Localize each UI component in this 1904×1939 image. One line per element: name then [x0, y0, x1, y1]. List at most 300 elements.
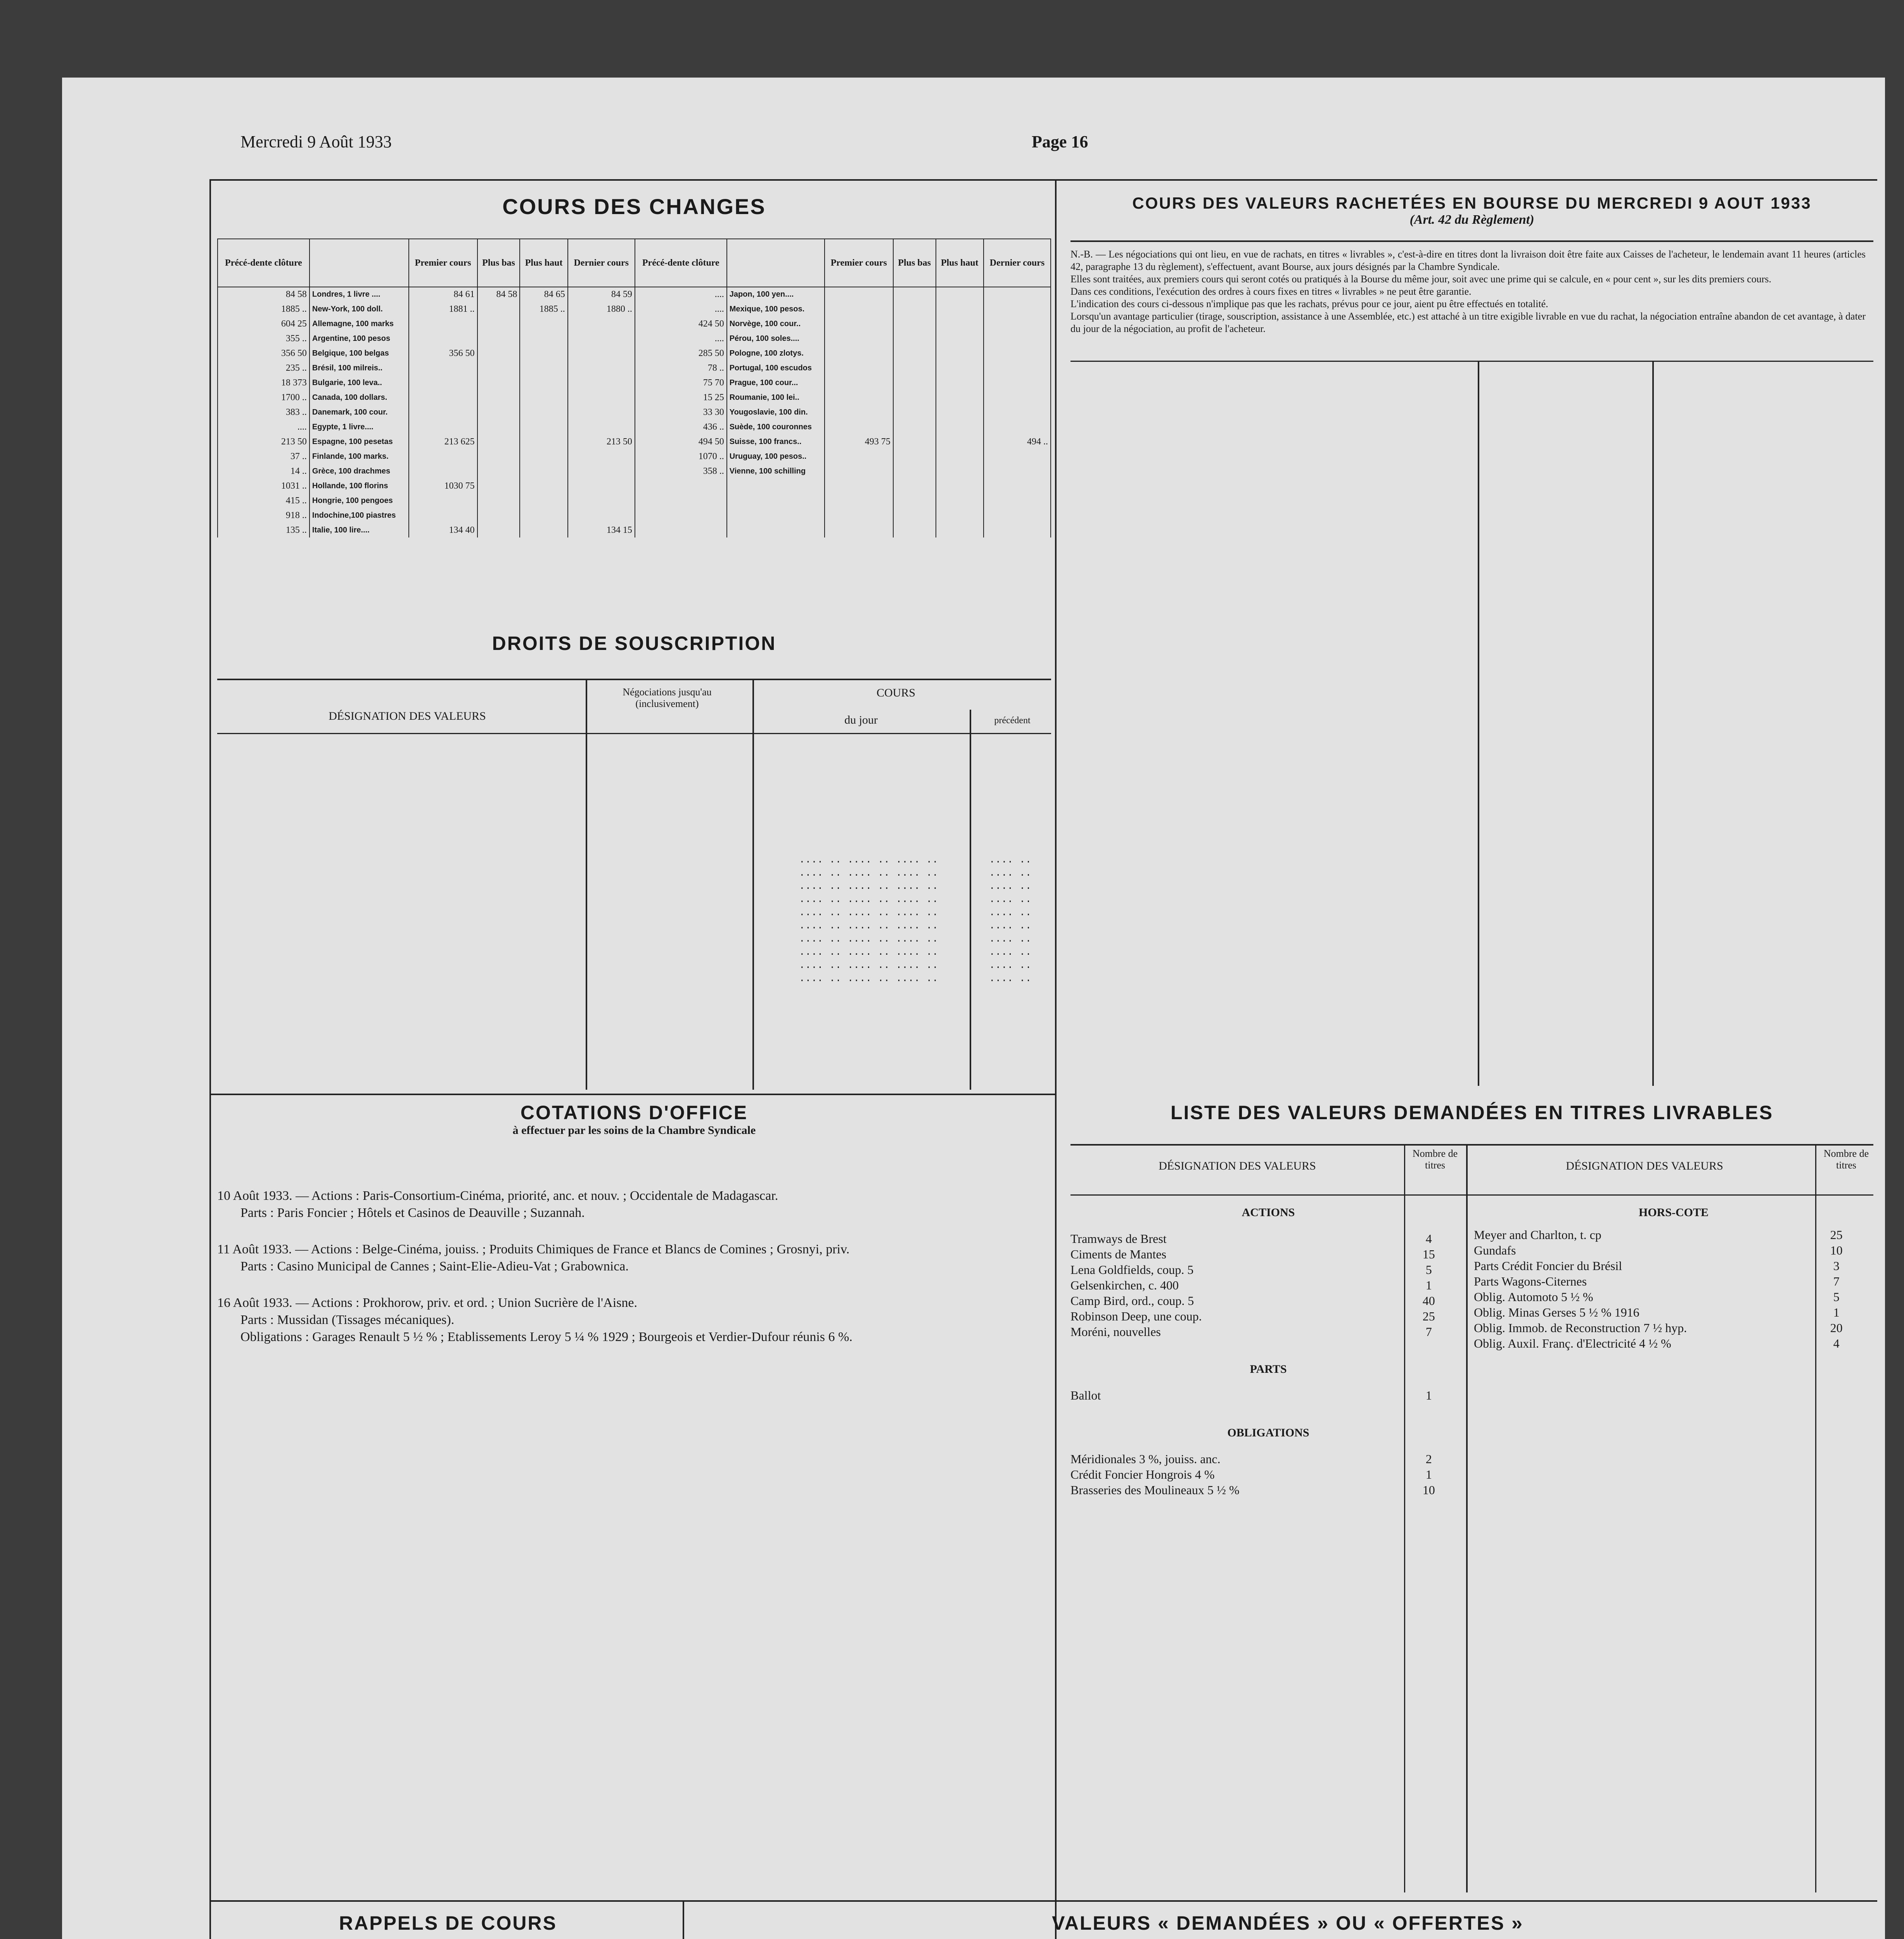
- parts-label: PARTS: [1250, 1363, 1287, 1376]
- livrables-horscote-list: [1474, 1227, 1873, 1351]
- currency-name: Allemagne, 100 marks: [310, 316, 409, 331]
- rappels-section: [217, 1912, 679, 1939]
- value-name: Oblig. Automoto 5 ½ %: [1474, 1290, 1593, 1304]
- changes-col-header: Plus haut: [936, 239, 984, 287]
- obligations-label: OBLIGATIONS: [1227, 1426, 1309, 1439]
- currency-rate: 15 25: [635, 390, 727, 405]
- currency-rate: [825, 523, 893, 537]
- list-row: [1070, 1246, 1466, 1262]
- currency-rate: [893, 464, 936, 479]
- currency-rate: [825, 420, 893, 434]
- currency-rate: 383 ..: [218, 405, 310, 420]
- currency-rate: [568, 479, 635, 493]
- currency-rate: [893, 390, 936, 405]
- currency-rate: 134 15: [568, 523, 635, 537]
- currency-rate: [984, 331, 1051, 346]
- currency-name: Bulgarie, 100 leva..: [310, 375, 409, 390]
- currency-rate: [568, 361, 635, 375]
- currency-rate: 1070 ..: [635, 449, 727, 464]
- currency-rate: [936, 287, 984, 302]
- changes-row: [218, 390, 1051, 405]
- currency-rate: [825, 464, 893, 479]
- value-figure: 10: [1422, 1483, 1435, 1497]
- currency-rate: [984, 375, 1051, 390]
- divider-rule-1: [209, 1094, 1055, 1095]
- currency-rate: [635, 479, 727, 493]
- currency-name: Italie, 100 lire....: [310, 523, 409, 537]
- office-section: [217, 1101, 1051, 1365]
- value-name: Crédit Foncier Hongrois 4 %: [1070, 1467, 1215, 1481]
- currency-rate: [477, 508, 520, 523]
- currency-rate: [520, 493, 567, 508]
- running-header-page: Page 16: [1032, 132, 1088, 151]
- value-figure: 10: [1830, 1243, 1843, 1257]
- changes-row: [218, 316, 1051, 331]
- currency-rate: [825, 479, 893, 493]
- currency-rate: [477, 434, 520, 449]
- currency-rate: 285 50: [635, 346, 727, 361]
- dots-du-jour: .... .. .... .. .... .. .... .. .... .. .... .. .... .. .... .. .... .. .... .. .... .. .... .. .... .. .... .. .... .. .... .. .... .. .... .. .... .. .... .. .... .. .... .. .... .. .... .. .... .. .... .. .... .. .... .. .... .. .... ..: [799, 854, 938, 984]
- currency-rate: 1880 ..: [568, 302, 635, 316]
- currency-rate: [825, 375, 893, 390]
- currency-rate: [825, 493, 893, 508]
- changes-row: [218, 508, 1051, 523]
- currency-rate: 84 65: [520, 287, 567, 302]
- currency-name: Suisse, 100 francs..: [727, 434, 825, 449]
- currency-rate: ....: [635, 302, 727, 316]
- value-figure: 4: [1833, 1336, 1840, 1350]
- currency-rate: [936, 523, 984, 537]
- currency-rate: [936, 390, 984, 405]
- value-figure: 5: [1425, 1263, 1432, 1277]
- currency-rate: [984, 346, 1051, 361]
- currency-rate: [984, 420, 1051, 434]
- rule: [1070, 1194, 1873, 1196]
- currency-rate: 355 ..: [218, 331, 310, 346]
- list-row: [1474, 1258, 1873, 1274]
- office-entry-detail: Parts : Paris Foncier ; Hôtels et Casinos de Deauville ; Suzannah.: [240, 1206, 585, 1220]
- list-row: [1070, 1231, 1466, 1246]
- col-precedent: précédent: [994, 715, 1031, 726]
- demandees-title: VALEURS « DEMANDÉES » OU « OFFERTES »: [1052, 1912, 1524, 1934]
- list-row: [1474, 1227, 1873, 1243]
- currency-rate: 436 ..: [635, 420, 727, 434]
- livrables-actions-list: [1070, 1231, 1466, 1339]
- list-row: [1474, 1336, 1873, 1351]
- currency-rate: [893, 302, 936, 316]
- office-entry: [217, 1294, 1051, 1346]
- changes-section: [217, 194, 1051, 537]
- currency-rate: [984, 287, 1051, 302]
- changes-col-header: [727, 239, 825, 287]
- currency-rate: 1885 ..: [218, 302, 310, 316]
- currency-rate: [409, 331, 477, 346]
- rule: [752, 679, 754, 1090]
- currency-name: Mexique, 100 pesos.: [727, 302, 825, 316]
- changes-col-header: [310, 239, 409, 287]
- office-entry-line: 10 Août 1933. — Actions : Paris-Consortium-Cinéma, priorité, anc. et nouv. ; Occidentale de Madagascar.: [217, 1189, 778, 1203]
- currency-name: Canada, 100 dollars.: [310, 390, 409, 405]
- changes-row: [218, 523, 1051, 537]
- office-entries: [217, 1187, 1051, 1346]
- currency-rate: [568, 390, 635, 405]
- list-row: [1070, 1293, 1466, 1308]
- changes-col-header: Dernier cours: [984, 239, 1051, 287]
- currency-rate: 1885 ..: [520, 302, 567, 316]
- changes-col-header: Plus bas: [893, 239, 936, 287]
- rule: [217, 733, 1051, 734]
- livrables-parts-list: [1070, 1388, 1466, 1403]
- currency-rate: [893, 331, 936, 346]
- value-name: Tramways de Brest: [1070, 1232, 1167, 1246]
- col-designation-left: DÉSIGNATION DES VALEURS: [1159, 1160, 1316, 1172]
- currency-rate: [520, 361, 567, 375]
- value-figure: 3: [1833, 1259, 1840, 1273]
- value-figure: 7: [1425, 1325, 1432, 1339]
- changes-table: [217, 238, 1051, 537]
- rule: [1478, 361, 1479, 1086]
- currency-rate: [936, 449, 984, 464]
- frame-top-rule: [209, 179, 1877, 181]
- changes-col-header: Précé-dente clôture: [635, 239, 727, 287]
- currency-rate: [477, 302, 520, 316]
- currency-rate: ....: [635, 331, 727, 346]
- currency-rate: [568, 420, 635, 434]
- currency-rate: [984, 493, 1051, 508]
- currency-rate: [568, 464, 635, 479]
- currency-rate: [635, 493, 727, 508]
- currency-rate: [520, 523, 567, 537]
- currency-rate: [477, 316, 520, 331]
- currency-rate: 84 59: [568, 287, 635, 302]
- currency-name: Grèce, 100 drachmes: [310, 464, 409, 479]
- currency-rate: [477, 346, 520, 361]
- demandees-section: [698, 1912, 1877, 1939]
- currency-rate: [477, 464, 520, 479]
- currency-rate: 84 58: [218, 287, 310, 302]
- rule: [1070, 240, 1873, 242]
- value-figure: 1: [1425, 1278, 1432, 1292]
- list-row: [1474, 1289, 1873, 1305]
- currency-rate: [520, 390, 567, 405]
- currency-name: [727, 523, 825, 537]
- changes-col-header: Précé-dente clôture: [218, 239, 310, 287]
- changes-row: [218, 346, 1051, 361]
- rule: [217, 679, 1051, 680]
- currency-rate: [520, 420, 567, 434]
- currency-rate: [409, 390, 477, 405]
- currency-rate: 84 58: [477, 287, 520, 302]
- value-figure: 1: [1425, 1467, 1432, 1481]
- currency-rate: [984, 390, 1051, 405]
- currency-name: Finlande, 100 marks.: [310, 449, 409, 464]
- currency-name: Uruguay, 100 pesos..: [727, 449, 825, 464]
- currency-rate: [409, 449, 477, 464]
- currency-rate: [893, 420, 936, 434]
- currency-rate: [984, 464, 1051, 479]
- rule: [586, 679, 587, 1090]
- running-header-date: Mercredi 9 Août 1933: [240, 132, 392, 151]
- currency-rate: [893, 375, 936, 390]
- changes-col-header: Premier cours: [409, 239, 477, 287]
- currency-rate: [409, 375, 477, 390]
- currency-name: Japon, 100 yen....: [727, 287, 825, 302]
- col-negociations: Négociations jusqu'au (inclusivement): [623, 686, 712, 709]
- currency-rate: 18 373: [218, 375, 310, 390]
- currency-name: Belgique, 100 belgas: [310, 346, 409, 361]
- list-row: [1474, 1243, 1873, 1258]
- currency-rate: [936, 375, 984, 390]
- changes-row: [218, 493, 1051, 508]
- changes-col-header: Plus haut: [520, 239, 567, 287]
- currency-name: Portugal, 100 escudos: [727, 361, 825, 375]
- currency-rate: [568, 508, 635, 523]
- currency-rate: 1030 75: [409, 479, 477, 493]
- value-name: Parts Wagons-Citernes: [1474, 1274, 1587, 1288]
- currency-rate: 84 61: [409, 287, 477, 302]
- office-title: COTATIONS D'OFFICE: [520, 1102, 748, 1123]
- list-row: [1070, 1308, 1466, 1324]
- list-row: [1070, 1451, 1466, 1467]
- currency-rate: [568, 449, 635, 464]
- currency-rate: [893, 287, 936, 302]
- currency-rate: [936, 420, 984, 434]
- currency-rate: [477, 493, 520, 508]
- currency-name: [727, 479, 825, 493]
- rule: [1652, 361, 1654, 1086]
- currency-name: Danemark, 100 cour.: [310, 405, 409, 420]
- currency-rate: [936, 434, 984, 449]
- currency-rate: [409, 361, 477, 375]
- currency-rate: [568, 331, 635, 346]
- currency-rate: [520, 434, 567, 449]
- value-figure: 5: [1833, 1290, 1840, 1304]
- list-row: [1070, 1482, 1466, 1498]
- currency-rate: [520, 405, 567, 420]
- value-figure: 40: [1422, 1294, 1435, 1308]
- currency-rate: [477, 361, 520, 375]
- currency-rate: [409, 464, 477, 479]
- changes-row: [218, 302, 1051, 316]
- list-row: [1070, 1277, 1466, 1293]
- currency-rate: 424 50: [635, 316, 727, 331]
- currency-name: Vienne, 100 schilling: [727, 464, 825, 479]
- horscote-label: HORS-COTE: [1638, 1206, 1709, 1219]
- value-figure: 1: [1833, 1305, 1840, 1319]
- currency-rate: [477, 449, 520, 464]
- changes-col-header: Dernier cours: [568, 239, 635, 287]
- currency-rate: 494 50: [635, 434, 727, 449]
- currency-rate: 135 ..: [218, 523, 310, 537]
- value-name: Ciments de Mantes: [1070, 1247, 1167, 1261]
- currency-name: Pologne, 100 zlotys.: [727, 346, 825, 361]
- currency-rate: [984, 523, 1051, 537]
- value-name: Méridionales 3 %, jouiss. anc.: [1070, 1452, 1221, 1466]
- currency-rate: [520, 331, 567, 346]
- office-entry: [217, 1187, 1051, 1222]
- currency-rate: 918 ..: [218, 508, 310, 523]
- list-row: [1474, 1305, 1873, 1320]
- currency-rate: [409, 316, 477, 331]
- currency-rate: [520, 479, 567, 493]
- currency-rate: [984, 508, 1051, 523]
- value-figure: 4: [1425, 1232, 1432, 1246]
- list-row: [1474, 1320, 1873, 1336]
- currency-rate: 213 50: [568, 434, 635, 449]
- col-cours: COURS: [876, 686, 916, 699]
- livrables-title: LISTE DES VALEURS DEMANDÉES EN TITRES LIVRABLES: [1170, 1102, 1774, 1123]
- currency-rate: [825, 331, 893, 346]
- list-row: [1070, 1262, 1466, 1277]
- livrables-right-column: [1474, 1206, 1873, 1351]
- changes-col-header: Premier cours: [825, 239, 893, 287]
- currency-rate: [893, 449, 936, 464]
- currency-rate: [825, 361, 893, 375]
- currency-rate: 604 25: [218, 316, 310, 331]
- col-designation: DÉSIGNATION DES VALEURS: [329, 710, 486, 722]
- currency-rate: 358 ..: [635, 464, 727, 479]
- currency-rate: [477, 405, 520, 420]
- currency-rate: 134 40: [409, 523, 477, 537]
- currency-rate: 494 ..: [984, 434, 1051, 449]
- currency-rate: [520, 316, 567, 331]
- divider-rule-3: [683, 1900, 684, 1939]
- list-row: [1474, 1274, 1873, 1289]
- currency-name: Suède, 100 couronnes: [727, 420, 825, 434]
- currency-name: Hollande, 100 florins: [310, 479, 409, 493]
- col-designation-right: DÉSIGNATION DES VALEURS: [1566, 1160, 1723, 1172]
- currency-rate: [477, 479, 520, 493]
- currency-rate: [936, 316, 984, 331]
- value-figure: 25: [1422, 1309, 1435, 1323]
- office-entry-detail: Parts : Mussidan (Tissages mécaniques). Obligations : Garages Renault 5 ½ % ; Etablissements Leroy 5 ¼ % 1929 ; Bourgeois et Verdier-Dufour réunis 6 %.: [240, 1313, 853, 1344]
- currency-rate: [568, 405, 635, 420]
- currency-rate: [520, 375, 567, 390]
- currency-rate: [568, 375, 635, 390]
- currency-name: [727, 508, 825, 523]
- rappels-title: RAPPELS DE COURS: [339, 1912, 557, 1934]
- currency-rate: [825, 346, 893, 361]
- livrables-left-column: [1070, 1206, 1466, 1498]
- currency-name: Yougoslavie, 100 din.: [727, 405, 825, 420]
- currency-rate: [893, 405, 936, 420]
- value-name: Brasseries des Moulineaux 5 ½ %: [1070, 1483, 1240, 1497]
- actions-label: ACTIONS: [1242, 1206, 1295, 1219]
- changes-row: [218, 434, 1051, 449]
- currency-name: Pérou, 100 soles....: [727, 331, 825, 346]
- currency-rate: [409, 493, 477, 508]
- changes-row: [218, 287, 1051, 302]
- currency-rate: 415 ..: [218, 493, 310, 508]
- column-divider-rule: [1055, 179, 1057, 1939]
- rachetees-title: COURS DES VALEURS RACHETÉES EN BOURSE DU MERCREDI 9 AOUT 1933: [1132, 194, 1812, 212]
- currency-rate: ....: [218, 420, 310, 434]
- currency-rate: [893, 479, 936, 493]
- value-figure: 20: [1830, 1321, 1843, 1335]
- value-name: Camp Bird, ord., coup. 5: [1070, 1294, 1194, 1308]
- currency-rate: [568, 346, 635, 361]
- currency-rate: [936, 361, 984, 375]
- currency-rate: [893, 316, 936, 331]
- currency-name: Londres, 1 livre ....: [310, 287, 409, 302]
- currency-rate: [984, 449, 1051, 464]
- currency-rate: [825, 302, 893, 316]
- currency-name: Prague, 100 cour...: [727, 375, 825, 390]
- currency-rate: [520, 449, 567, 464]
- list-row: [1070, 1324, 1466, 1339]
- value-figure: 25: [1830, 1228, 1843, 1242]
- currency-rate: 1700 ..: [218, 390, 310, 405]
- currency-rate: 14 ..: [218, 464, 310, 479]
- office-entry: [217, 1241, 1051, 1275]
- currency-rate: 33 30: [635, 405, 727, 420]
- currency-rate: 1881 ..: [409, 302, 477, 316]
- value-name: Ballot: [1070, 1388, 1101, 1402]
- currency-rate: [477, 420, 520, 434]
- currency-rate: [825, 449, 893, 464]
- currency-name: Brésil, 100 milreis..: [310, 361, 409, 375]
- currency-rate: [893, 346, 936, 361]
- changes-row: [218, 479, 1051, 493]
- rachetees-subtitle: (Art. 42 du Règlement): [1409, 213, 1534, 227]
- currency-rate: 37 ..: [218, 449, 310, 464]
- livrables-section: [1070, 1101, 1873, 1892]
- office-subtitle: à effectuer par les soins de la Chambre Syndicale: [512, 1124, 756, 1137]
- value-figure: 2: [1425, 1452, 1432, 1466]
- currency-rate: [520, 508, 567, 523]
- currency-rate: [936, 479, 984, 493]
- currency-rate: [936, 346, 984, 361]
- value-name: Oblig. Immob. de Reconstruction 7 ½ hyp.: [1474, 1321, 1687, 1335]
- value-name: Robinson Deep, une coup.: [1070, 1309, 1202, 1323]
- currency-rate: [936, 493, 984, 508]
- currency-rate: [936, 508, 984, 523]
- changes-row: [218, 405, 1051, 420]
- currency-name: Roumanie, 100 lei..: [727, 390, 825, 405]
- currency-rate: [936, 331, 984, 346]
- list-row: [1070, 1467, 1466, 1482]
- currency-rate: [893, 523, 936, 537]
- currency-rate: [984, 316, 1051, 331]
- changes-row: [218, 449, 1051, 464]
- currency-name: Indochine,100 piastres: [310, 508, 409, 523]
- divider-rule-2: [209, 1900, 1877, 1902]
- rule: [1070, 1144, 1873, 1146]
- currency-rate: [825, 287, 893, 302]
- currency-name: Norvège, 100 cour..: [727, 316, 825, 331]
- currency-name: [727, 493, 825, 508]
- currency-rate: 356 50: [409, 346, 477, 361]
- value-figure: 1: [1425, 1388, 1432, 1402]
- newspaper-sheet: [62, 78, 1885, 1939]
- currency-rate: [893, 361, 936, 375]
- rule: [970, 710, 971, 1090]
- currency-rate: [936, 405, 984, 420]
- currency-rate: [409, 508, 477, 523]
- changes-row: [218, 331, 1051, 346]
- currency-rate: 75 70: [635, 375, 727, 390]
- currency-rate: 213 625: [409, 434, 477, 449]
- souscription-title: DROITS DE SOUSCRIPTION: [492, 633, 776, 654]
- currency-rate: [936, 464, 984, 479]
- currency-rate: [477, 331, 520, 346]
- value-figure: 7: [1833, 1274, 1840, 1288]
- frame-left-rule: [209, 179, 211, 1939]
- currency-rate: [635, 523, 727, 537]
- currency-rate: [893, 493, 936, 508]
- rachetees-section: [1070, 194, 1873, 1086]
- col-du-jour: du jour: [844, 714, 878, 726]
